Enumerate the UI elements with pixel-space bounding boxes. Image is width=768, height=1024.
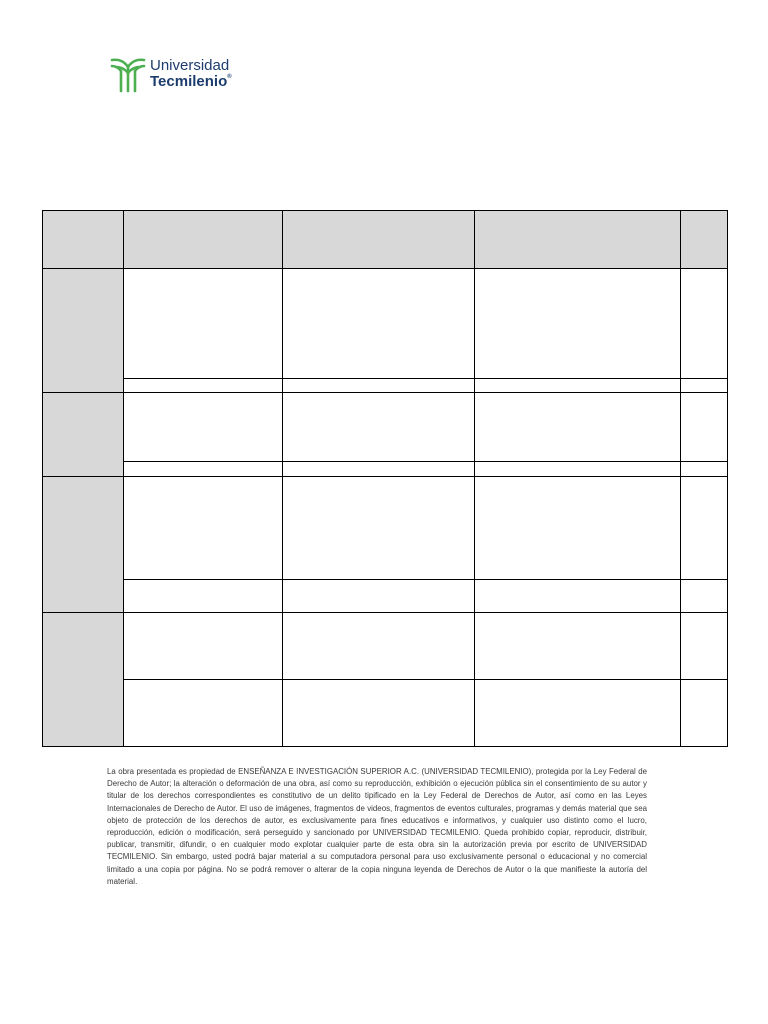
table-cell — [283, 269, 475, 379]
table-cell — [283, 580, 475, 613]
table-cell — [681, 393, 728, 462]
table-row — [43, 477, 728, 580]
table-cell — [283, 379, 475, 393]
table-cell — [283, 680, 475, 747]
table-row — [43, 462, 728, 477]
header-cell-5 — [681, 211, 728, 269]
logo-universidad-text: Universidad — [150, 56, 230, 74]
table-row — [43, 580, 728, 613]
table-cell — [283, 462, 475, 477]
table-row — [43, 379, 728, 393]
table-cell — [681, 477, 728, 580]
table-cell — [124, 379, 283, 393]
table-header-row — [43, 211, 728, 269]
logo-tecmilenio-text: Tecmilenio® — [150, 72, 232, 90]
table-cell — [475, 477, 681, 580]
table-cell — [283, 477, 475, 580]
table-row — [43, 269, 728, 379]
table-cell — [681, 462, 728, 477]
table-cell — [475, 580, 681, 613]
table-cell — [124, 680, 283, 747]
table-row — [43, 393, 728, 462]
university-logo — [110, 50, 240, 96]
table-cell — [475, 680, 681, 747]
table-cell — [681, 680, 728, 747]
table-row — [43, 613, 728, 680]
copyright-notice: La obra presentada es propiedad de ENSEÑANZA E INVESTIGACIÓN SUPERIOR A.C. (UNIVERSIDAD TECMILENIO), protegida por la Ley Federal de Derecho de Autor; la alteración o deformación de una obra, así como su reproducción, exhibición o ejecución pública sin el consentimiento de su autor y titular de los derechos correspondientes es constitutivo de un delito tipificado en la Ley Federal de Derechos de Autor, así como en las Leyes Internacionales de Derecho de Autor. El uso de imágenes, fragmentos de videos, fragmentos de eventos culturales, programas y demás material que sea objeto de protección de los derechos de autor, es exclusivamente para fines educativos e informativos, y cualquier uso distinto como el lucro, reproducción, edición o modificación, será perseguido y sancionado por UNIVERSIDAD TECMILENIO. Queda prohibido copiar, reproducir, distribuir, publicar, transmitir, difundir, o en cualquier modo explotar cualquier parte de esta obra sin la autorización previa por escrito de UNIVERSIDAD TECMILENIO. Sin embargo, usted podrá bajar material a su computadora personal para uso exclusivamente personal o educacional y no comercial limitado a una copia por página. No se podrá remover o alterar de la copia ninguna leyenda de Derechos de Autor o la que manifieste la autoría del material. — [107, 767, 647, 886]
table-cell — [681, 580, 728, 613]
table-cell — [681, 269, 728, 379]
table-cell — [283, 613, 475, 680]
table-cell — [475, 393, 681, 462]
table-cell — [124, 477, 283, 580]
section-label-cell-3 — [43, 477, 124, 613]
table-cell — [124, 462, 283, 477]
table-cell — [475, 269, 681, 379]
header-cell-1 — [43, 211, 124, 269]
table-cell — [283, 393, 475, 462]
section-label-cell-4 — [43, 613, 124, 747]
table-cell — [475, 379, 681, 393]
table-cell — [124, 269, 283, 379]
activity-table — [42, 210, 728, 747]
table-cell — [475, 462, 681, 477]
header-cell-2 — [124, 211, 283, 269]
table-cell — [681, 379, 728, 393]
section-label-cell-2 — [43, 393, 124, 477]
table-cell — [681, 613, 728, 680]
section-label-cell-1 — [43, 269, 124, 393]
header-cell-3 — [283, 211, 475, 269]
table-cell — [124, 613, 283, 680]
table-cell — [124, 393, 283, 462]
table-row — [43, 680, 728, 747]
tecmilenio-leaf-icon — [110, 53, 146, 93]
table-cell — [475, 613, 681, 680]
header-cell-4 — [475, 211, 681, 269]
table-cell — [124, 580, 283, 613]
